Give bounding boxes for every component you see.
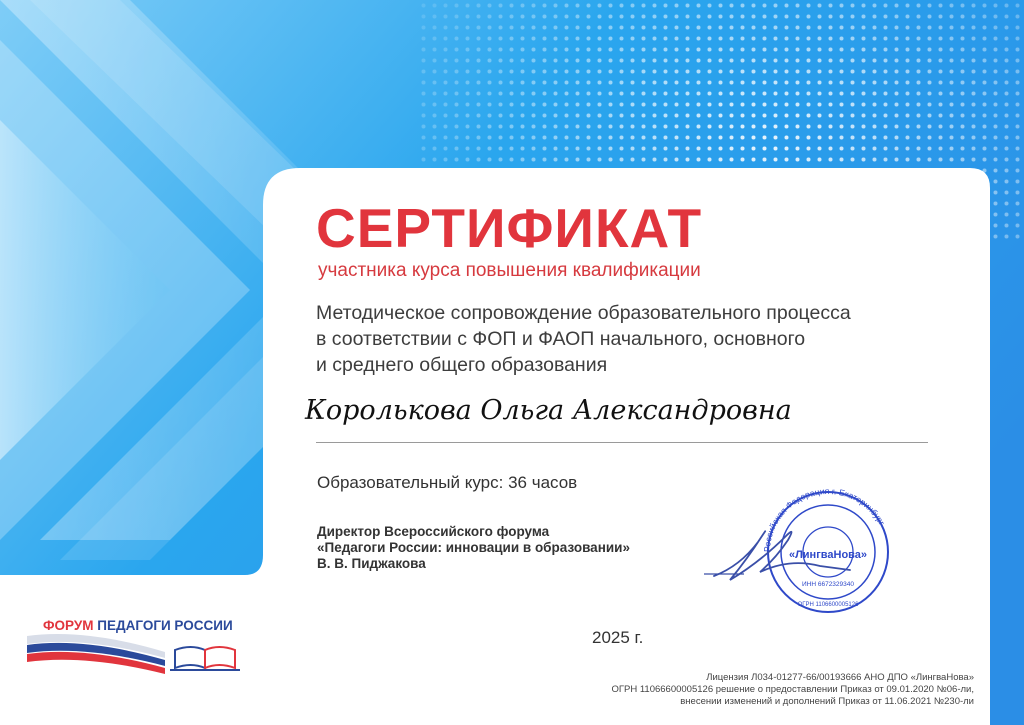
- license-line: ОГРН 11066600005126 решение о предоставлении Приказ от 09.01.2020 №06-ли,: [611, 684, 974, 695]
- stamp-ogrn-text: ОГРН 1106600005126: [797, 602, 859, 608]
- director-line: Директор Всероссийского форума: [317, 524, 550, 539]
- license-line: Лицензия Л034-01277-66/00193666 АНО ДПО «ЛингваНова»: [706, 672, 974, 683]
- recipient-name: Королькова Ольга Александровна: [305, 395, 792, 426]
- course-hours: Образовательный курс: 36 часов: [317, 473, 578, 492]
- course-title-line: и среднего общего образования: [316, 354, 608, 376]
- logo-word-forum: ФОРУМ: [43, 618, 94, 633]
- license-line: внесении изменений и дополнений Приказ от 11.06.2021 №230-ли: [680, 696, 974, 707]
- director-line: «Педагоги России: инновации в образовании»: [317, 540, 630, 555]
- stamp-inn-text: ИНН 6672329340: [801, 581, 855, 588]
- stamp-center-text: «ЛингваНова»: [788, 549, 868, 561]
- logo-word-teachers: ПЕДАГОГИ РОССИИ: [97, 618, 233, 633]
- director-block: [317, 524, 630, 572]
- license-info: [611, 672, 974, 708]
- certificate-subtitle: участника курса повышения квалификации: [318, 260, 701, 281]
- name-underline: [316, 442, 928, 443]
- course-title: [316, 300, 851, 378]
- course-title-line: в соответствии с ФОП и ФАОП начального, основного: [316, 328, 806, 350]
- issue-year: 2025 г.: [592, 628, 644, 647]
- forum-logo: [25, 612, 255, 674]
- director-line: В. В. Пиджакова: [317, 556, 426, 571]
- seal-stamp-icon: [700, 480, 900, 620]
- certificate-title: СЕРТИФИКАТ: [316, 197, 703, 259]
- course-title-line: Методическое сопровождение образовательного процесса: [316, 302, 851, 324]
- stamp-ring-text: Российская Федерация г. Екатеринбург: [761, 485, 887, 553]
